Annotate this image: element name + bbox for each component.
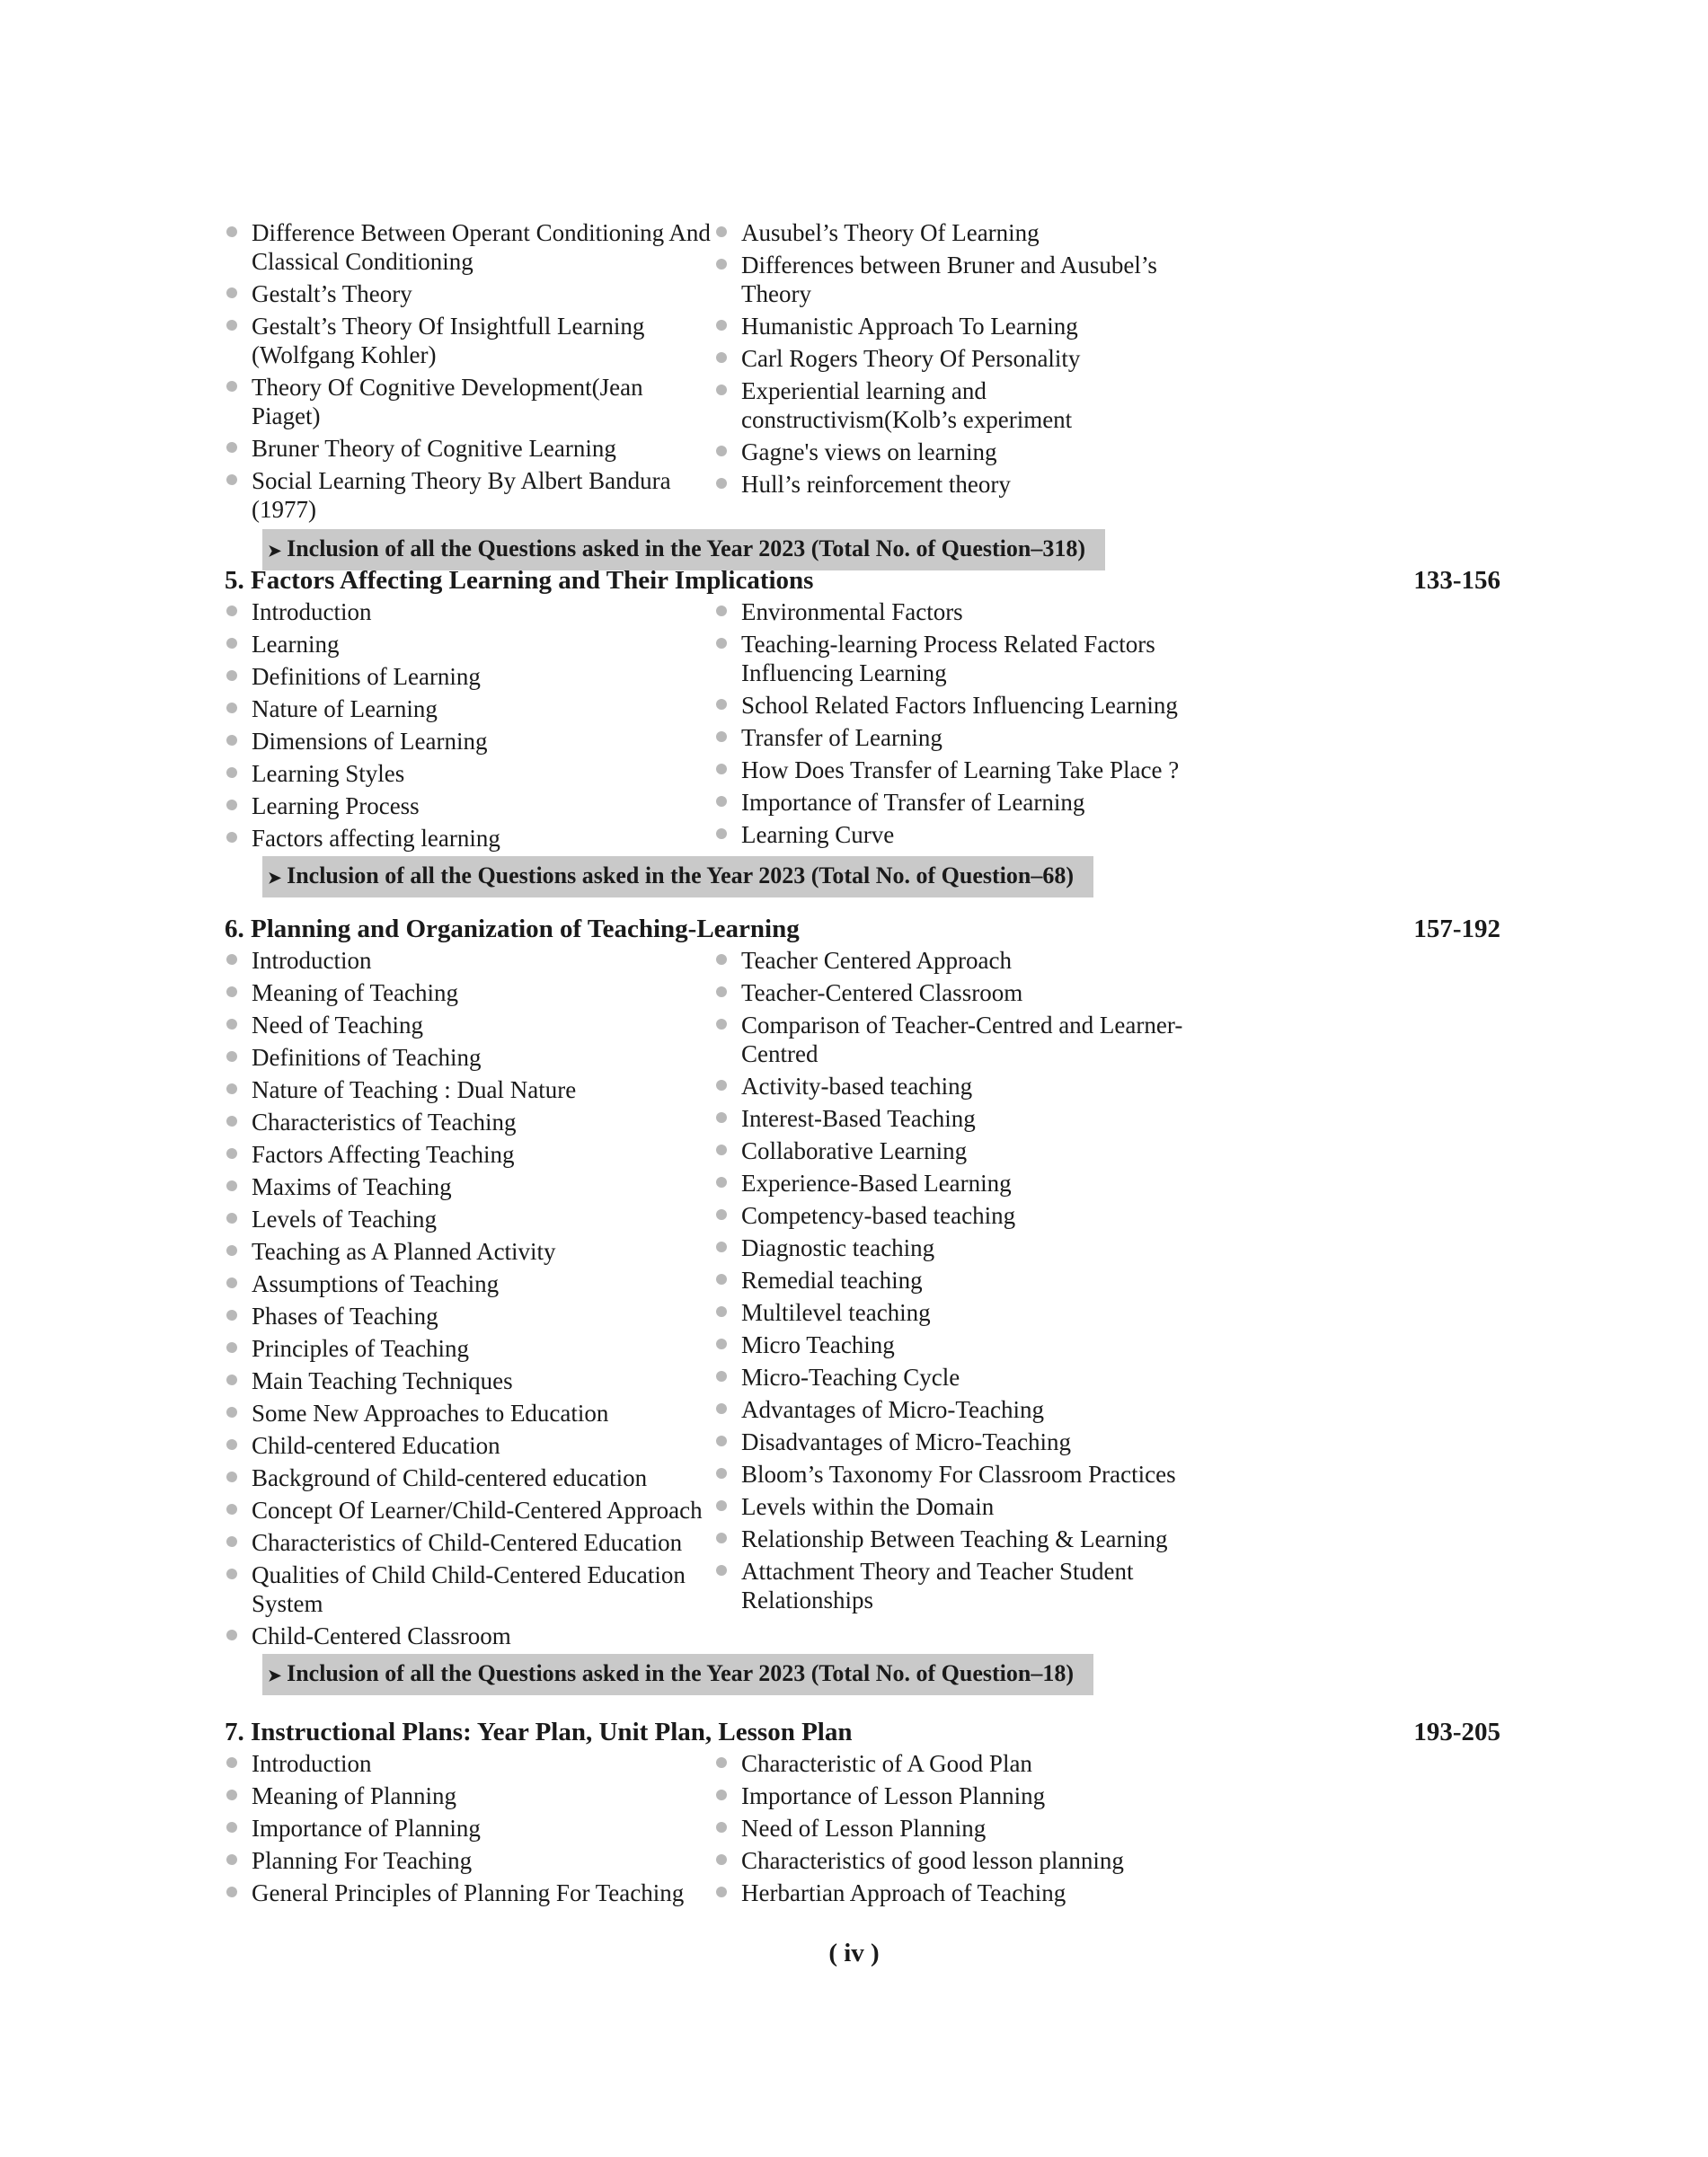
topic-columns bbox=[225, 597, 1500, 856]
topic-item bbox=[225, 1108, 714, 1136]
topic-text: Activity-based teaching bbox=[741, 1073, 973, 1100]
topic-item bbox=[225, 434, 714, 463]
bullet-icon bbox=[226, 287, 237, 298]
topic-item bbox=[225, 597, 714, 626]
topic-item bbox=[225, 1334, 714, 1363]
section-heading bbox=[225, 914, 1500, 944]
topic-text: Maxims of Teaching bbox=[252, 1173, 452, 1200]
section-6 bbox=[225, 914, 1500, 1695]
bullet-icon bbox=[226, 832, 237, 843]
topic-item bbox=[714, 470, 1204, 499]
bullet-icon bbox=[716, 1112, 727, 1123]
topic-text: Nature of Teaching : Dual Nature bbox=[252, 1076, 577, 1103]
bullet-icon bbox=[226, 767, 237, 778]
bullet-icon bbox=[226, 986, 237, 997]
topic-text: Multilevel teaching bbox=[741, 1299, 931, 1326]
topic-columns bbox=[225, 218, 1500, 527]
bullet-icon bbox=[716, 986, 727, 997]
bullet-icon bbox=[226, 442, 237, 453]
section-heading bbox=[225, 565, 1500, 596]
topic-text: Background of Child-centered education bbox=[252, 1464, 648, 1491]
topic-text: Teacher Centered Approach bbox=[741, 947, 1012, 974]
topic-item bbox=[714, 1363, 1204, 1392]
bullet-icon bbox=[716, 1790, 727, 1800]
topic-text: Competency-based teaching bbox=[741, 1202, 1016, 1229]
bullet-icon bbox=[716, 320, 727, 331]
topic-item bbox=[714, 344, 1204, 373]
bullet-icon bbox=[226, 381, 237, 392]
bullet-icon bbox=[226, 320, 237, 331]
topic-item bbox=[225, 791, 714, 820]
bullet-icon bbox=[226, 1213, 237, 1224]
topic-item bbox=[225, 1560, 714, 1618]
topic-item bbox=[714, 1072, 1204, 1101]
bullet-icon bbox=[716, 1274, 727, 1285]
topic-item bbox=[714, 691, 1204, 720]
topic-text: Humanistic Approach To Learning bbox=[741, 313, 1078, 340]
topic-item bbox=[225, 1302, 714, 1330]
topic-item bbox=[225, 1463, 714, 1492]
topic-text: School Related Factors Influencing Learning bbox=[741, 692, 1178, 719]
bullet-icon bbox=[226, 1277, 237, 1288]
topic-item bbox=[714, 1201, 1204, 1230]
topic-text: Remedial teaching bbox=[741, 1267, 923, 1294]
topic-text: Child-Centered Classroom bbox=[252, 1622, 511, 1649]
bullet-icon bbox=[226, 1887, 237, 1897]
bullet-icon bbox=[226, 1439, 237, 1450]
topic-text: Attachment Theory and Teacher Student Relationships bbox=[741, 1558, 1134, 1613]
topic-item bbox=[225, 1749, 714, 1778]
topic-item bbox=[225, 373, 714, 430]
topic-list-right bbox=[714, 218, 1204, 527]
section-title: 7. Instructional Plans: Year Plan, Unit Plan, Lesson Plan bbox=[225, 1718, 853, 1746]
topic-item bbox=[225, 946, 714, 975]
topic-item bbox=[714, 1233, 1204, 1262]
bullet-icon bbox=[226, 1630, 237, 1640]
topic-text: Differences between Bruner and Ausubel’s Theory bbox=[741, 252, 1157, 307]
bullet-icon bbox=[716, 1887, 727, 1897]
topic-text: Ausubel’s Theory Of Learning bbox=[741, 219, 1040, 246]
topic-text: Micro-Teaching Cycle bbox=[741, 1364, 960, 1391]
bullet-icon bbox=[226, 1407, 237, 1418]
topic-item bbox=[714, 1298, 1204, 1327]
topic-text: Transfer of Learning bbox=[741, 724, 942, 751]
topic-item bbox=[225, 1043, 714, 1072]
bullet-icon bbox=[716, 1019, 727, 1030]
topic-text: Diagnostic teaching bbox=[741, 1234, 935, 1261]
topic-text: Experiential learning and constructivism(Kolb’s experiment bbox=[741, 377, 1073, 433]
arrow-icon: ➤ bbox=[268, 1666, 282, 1684]
topic-item bbox=[714, 312, 1204, 340]
topic-item bbox=[714, 820, 1204, 849]
topic-text: Collaborative Learning bbox=[741, 1137, 968, 1164]
bullet-icon bbox=[716, 828, 727, 839]
topic-text: Factors affecting learning bbox=[252, 825, 500, 852]
bullet-icon bbox=[716, 1436, 727, 1446]
bullet-icon bbox=[716, 1822, 727, 1833]
bullet-icon bbox=[716, 1080, 727, 1091]
topic-text: Learning bbox=[252, 631, 340, 658]
topic-text: Teacher-Centered Classroom bbox=[741, 979, 1023, 1006]
topic-item bbox=[714, 1169, 1204, 1198]
topic-item bbox=[714, 1492, 1204, 1521]
section-title: 6. Planning and Organization of Teaching-Learning bbox=[225, 915, 800, 943]
topic-text: Carl Rogers Theory Of Personality bbox=[741, 345, 1081, 372]
bullet-icon bbox=[716, 1500, 727, 1511]
bullet-icon bbox=[226, 606, 237, 616]
topic-item bbox=[714, 1749, 1204, 1778]
bullet-icon bbox=[716, 352, 727, 363]
section-5 bbox=[225, 565, 1500, 897]
topic-item bbox=[714, 218, 1204, 247]
bullet-icon bbox=[716, 1242, 727, 1252]
bullet-icon bbox=[226, 1310, 237, 1321]
topic-text: Teaching-learning Process Related Factors Influencing Learning bbox=[741, 631, 1155, 686]
topic-text: Comparison of Teacher-Centred and Learner-Centred bbox=[741, 1012, 1183, 1067]
topic-text: Gagne's views on learning bbox=[741, 438, 997, 465]
topic-item bbox=[714, 630, 1204, 687]
topic-text: Bloom’s Taxonomy For Classroom Practices bbox=[741, 1461, 1176, 1488]
topic-item bbox=[714, 1814, 1204, 1843]
bullet-icon bbox=[716, 796, 727, 807]
topic-item bbox=[225, 662, 714, 691]
topic-item bbox=[714, 756, 1204, 784]
bullet-icon bbox=[716, 1533, 727, 1543]
topic-item bbox=[714, 1011, 1204, 1068]
topic-item bbox=[714, 1428, 1204, 1456]
topic-item bbox=[714, 1266, 1204, 1295]
bullet-icon bbox=[716, 731, 727, 742]
topic-text: Dimensions of Learning bbox=[252, 728, 488, 755]
topic-item bbox=[225, 630, 714, 659]
topic-text: Learning Process bbox=[252, 792, 420, 819]
topic-text: Introduction bbox=[252, 598, 372, 625]
bullet-icon bbox=[226, 703, 237, 713]
topic-text: Environmental Factors bbox=[741, 598, 963, 625]
topic-item bbox=[225, 466, 714, 524]
topic-item bbox=[714, 978, 1204, 1007]
topic-item bbox=[714, 438, 1204, 466]
topic-item bbox=[714, 788, 1204, 817]
topic-text: Planning For Teaching bbox=[252, 1847, 473, 1874]
topic-list-left bbox=[225, 946, 714, 1654]
questions-note-text: Inclusion of all the Questions asked in the Year 2023 (Total No. of Question–68) bbox=[287, 862, 1074, 888]
bullet-icon bbox=[226, 735, 237, 746]
topic-item bbox=[225, 1814, 714, 1843]
bullet-icon bbox=[226, 1569, 237, 1579]
page-range: 193-205 bbox=[1413, 1718, 1500, 1746]
topic-item bbox=[225, 978, 714, 1007]
topic-item bbox=[225, 218, 714, 276]
bullet-icon bbox=[716, 606, 727, 616]
arrow-icon: ➤ bbox=[268, 869, 282, 887]
bullet-icon bbox=[226, 1757, 237, 1768]
topic-item bbox=[225, 1140, 714, 1169]
topic-text: Characteristics of Teaching bbox=[252, 1109, 517, 1136]
bullet-icon bbox=[716, 764, 727, 774]
arrow-icon: ➤ bbox=[268, 542, 282, 560]
topic-item bbox=[714, 1330, 1204, 1359]
questions-note-text: Inclusion of all the Questions asked in the Year 2023 (Total No. of Question–18) bbox=[287, 1660, 1074, 1686]
bullet-icon bbox=[226, 638, 237, 649]
page-range: 133-156 bbox=[1413, 566, 1500, 595]
topic-text: Introduction bbox=[252, 1750, 372, 1777]
topic-item bbox=[714, 597, 1204, 626]
topic-columns bbox=[225, 1749, 1500, 1911]
topic-text: Characteristics of good lesson planning bbox=[741, 1847, 1124, 1874]
topic-text: Definitions of Learning bbox=[252, 663, 481, 690]
bullet-icon bbox=[716, 1209, 727, 1220]
topic-text: Assumptions of Teaching bbox=[252, 1270, 500, 1297]
topic-text: Main Teaching Techniques bbox=[252, 1367, 513, 1394]
topic-item bbox=[225, 1431, 714, 1460]
topic-text: Phases of Teaching bbox=[252, 1303, 438, 1330]
topic-text: Relationship Between Teaching & Learning bbox=[741, 1525, 1168, 1552]
bullet-icon bbox=[226, 1790, 237, 1800]
topic-item bbox=[714, 1460, 1204, 1489]
topic-text: Experience-Based Learning bbox=[741, 1170, 1012, 1197]
bullet-icon bbox=[226, 670, 237, 681]
topic-text: Gestalt’s Theory bbox=[252, 280, 412, 307]
topic-item bbox=[714, 946, 1204, 975]
topic-text: Need of Teaching bbox=[252, 1012, 424, 1039]
bullet-icon bbox=[716, 1565, 727, 1576]
topic-item bbox=[714, 1104, 1204, 1133]
topic-text: Disadvantages of Micro-Teaching bbox=[741, 1428, 1071, 1455]
topic-item bbox=[225, 1846, 714, 1875]
bullet-icon bbox=[226, 1375, 237, 1385]
section-continued bbox=[225, 218, 1500, 570]
topic-text: Nature of Learning bbox=[252, 695, 438, 722]
bullet-icon bbox=[226, 1051, 237, 1062]
topic-item bbox=[225, 1496, 714, 1525]
topic-text: How Does Transfer of Learning Take Place ? bbox=[741, 756, 1180, 783]
topic-text: Meaning of Planning bbox=[252, 1782, 456, 1809]
bullet-icon bbox=[226, 474, 237, 485]
topic-text: Meaning of Teaching bbox=[252, 979, 459, 1006]
topic-item bbox=[225, 1172, 714, 1201]
topic-item bbox=[225, 759, 714, 788]
topic-item bbox=[714, 1136, 1204, 1165]
bullet-icon bbox=[716, 446, 727, 456]
topic-item bbox=[714, 723, 1204, 752]
topic-item bbox=[225, 1399, 714, 1428]
topic-item bbox=[225, 727, 714, 756]
bullet-icon bbox=[716, 259, 727, 270]
topic-item bbox=[714, 1395, 1204, 1424]
section-heading bbox=[225, 1717, 1500, 1747]
bullet-icon bbox=[226, 1180, 237, 1191]
bullet-icon bbox=[716, 1468, 727, 1479]
topic-text: Child-centered Education bbox=[252, 1432, 500, 1459]
topic-text: Advantages of Micro-Teaching bbox=[741, 1396, 1044, 1423]
topic-item bbox=[225, 694, 714, 723]
topic-item bbox=[225, 1622, 714, 1650]
topic-item bbox=[225, 1879, 714, 1907]
bullet-icon bbox=[226, 1116, 237, 1127]
topic-item bbox=[714, 1846, 1204, 1875]
bullet-icon bbox=[716, 226, 727, 237]
topic-list-right bbox=[714, 1749, 1204, 1911]
bullet-icon bbox=[716, 1403, 727, 1414]
topic-item bbox=[714, 1557, 1204, 1614]
topic-item bbox=[225, 1528, 714, 1557]
topic-text: Teaching as A Planned Activity bbox=[252, 1238, 556, 1265]
bullet-icon bbox=[226, 1854, 237, 1865]
bullet-icon bbox=[226, 1083, 237, 1094]
bullet-icon bbox=[716, 1757, 727, 1768]
bullet-icon bbox=[716, 1854, 727, 1865]
topic-text: Difference Between Operant Conditioning And Classical Conditioning bbox=[252, 219, 711, 275]
topic-text: Importance of Transfer of Learning bbox=[741, 789, 1085, 816]
questions-note bbox=[262, 856, 1093, 897]
bullet-icon bbox=[716, 1306, 727, 1317]
topic-text: Theory Of Cognitive Development(Jean Piaget) bbox=[252, 374, 643, 429]
bullet-icon bbox=[226, 954, 237, 965]
bullet-icon bbox=[716, 1371, 727, 1382]
topic-item bbox=[225, 1269, 714, 1298]
topic-list-left bbox=[225, 597, 714, 856]
section-7 bbox=[225, 1717, 1500, 1911]
topic-item bbox=[714, 1525, 1204, 1553]
bullet-icon bbox=[226, 1822, 237, 1833]
topic-text: Importance of Planning bbox=[252, 1815, 481, 1842]
topic-text: Levels of Teaching bbox=[252, 1206, 438, 1233]
page-range: 157-192 bbox=[1413, 915, 1500, 943]
topic-item bbox=[714, 376, 1204, 434]
topic-text: Gestalt’s Theory Of Insightfull Learning (Wolfgang Kohler) bbox=[252, 313, 645, 368]
topic-text: Some New Approaches to Education bbox=[252, 1400, 609, 1427]
topic-text: Factors Affecting Teaching bbox=[252, 1141, 515, 1168]
bullet-icon bbox=[716, 638, 727, 649]
topic-text: Qualities of Child Child-Centered Education System bbox=[252, 1561, 686, 1617]
topic-columns bbox=[225, 946, 1500, 1654]
topic-item bbox=[225, 1237, 714, 1266]
topic-text: Importance of Lesson Planning bbox=[741, 1782, 1046, 1809]
topic-list-right bbox=[714, 946, 1204, 1654]
topic-text: Interest-Based Teaching bbox=[741, 1105, 976, 1132]
bullet-icon bbox=[226, 226, 237, 237]
topic-item bbox=[225, 1781, 714, 1810]
bullet-icon bbox=[716, 699, 727, 710]
topic-text: Micro Teaching bbox=[741, 1331, 895, 1358]
section-title: 5. Factors Affecting Learning and Their Implications bbox=[225, 566, 814, 595]
topic-list-left bbox=[225, 218, 714, 527]
topic-item bbox=[225, 1011, 714, 1039]
bullet-icon bbox=[226, 800, 237, 810]
topic-text: General Principles of Planning For Teaching bbox=[252, 1879, 685, 1906]
bullet-icon bbox=[226, 1245, 237, 1256]
bullet-icon bbox=[226, 1342, 237, 1353]
topic-text: Definitions of Teaching bbox=[252, 1044, 482, 1071]
topic-text: Social Learning Theory By Albert Bandura (1977) bbox=[252, 467, 671, 523]
topic-item bbox=[714, 1781, 1204, 1810]
bullet-icon bbox=[226, 1504, 237, 1515]
topic-item bbox=[225, 1075, 714, 1104]
topic-text: Levels within the Domain bbox=[741, 1493, 995, 1520]
topic-item bbox=[225, 1205, 714, 1233]
topic-item bbox=[225, 312, 714, 369]
bullet-icon bbox=[716, 1177, 727, 1188]
topic-text: Principles of Teaching bbox=[252, 1335, 470, 1362]
topic-item bbox=[714, 1879, 1204, 1907]
topic-text: Learning Styles bbox=[252, 760, 405, 787]
topic-text: Bruner Theory of Cognitive Learning bbox=[252, 435, 616, 462]
bullet-icon bbox=[716, 954, 727, 965]
bullet-icon bbox=[716, 385, 727, 395]
questions-note-text: Inclusion of all the Questions asked in the Year 2023 (Total No. of Question–318) bbox=[287, 535, 1085, 561]
topic-item bbox=[225, 824, 714, 853]
topic-item bbox=[225, 1366, 714, 1395]
page-number: ( iv ) bbox=[828, 1939, 880, 1967]
bullet-icon bbox=[226, 1472, 237, 1482]
bullet-icon bbox=[226, 1019, 237, 1030]
topic-text: Characteristic of A Good Plan bbox=[741, 1750, 1032, 1777]
bullet-icon bbox=[716, 1145, 727, 1155]
topic-text: Hull’s reinforcement theory bbox=[741, 471, 1011, 498]
topic-list-left bbox=[225, 1749, 714, 1911]
topic-item bbox=[225, 279, 714, 308]
topic-list-right bbox=[714, 597, 1204, 856]
topic-text: Need of Lesson Planning bbox=[741, 1815, 987, 1842]
topic-text: Learning Curve bbox=[741, 821, 895, 848]
topic-text: Herbartian Approach of Teaching bbox=[741, 1879, 1066, 1906]
topic-text: Introduction bbox=[252, 947, 372, 974]
bullet-icon bbox=[716, 478, 727, 489]
bullet-icon bbox=[226, 1148, 237, 1159]
bullet-icon bbox=[716, 1339, 727, 1349]
topic-item bbox=[714, 251, 1204, 308]
topic-text: Characteristics of Child-Centered Education bbox=[252, 1529, 683, 1556]
topic-text: Concept Of Learner/Child-Centered Approach bbox=[252, 1497, 703, 1524]
bullet-icon bbox=[226, 1536, 237, 1547]
questions-note bbox=[262, 1654, 1093, 1695]
